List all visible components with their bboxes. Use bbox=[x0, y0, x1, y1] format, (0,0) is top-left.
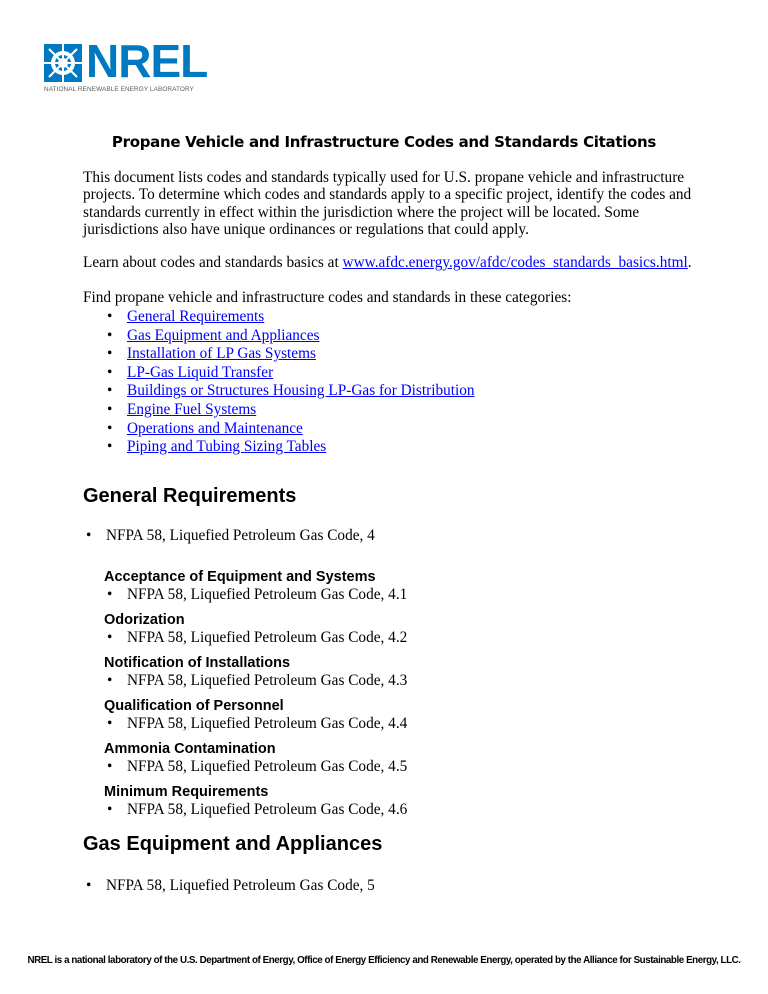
category-link-buildings[interactable]: Buildings or Structures Housing LP-Gas for Distribution bbox=[127, 382, 475, 400]
list-item bbox=[83, 364, 703, 383]
citation-item: • NFPA 58, Liquefied Petroleum Gas Code, 4.4 bbox=[104, 715, 407, 734]
subsection-heading: Odorization bbox=[104, 612, 185, 628]
subsection-heading: Qualification of Personnel bbox=[104, 698, 284, 714]
list-item bbox=[83, 345, 703, 364]
citation-list bbox=[104, 801, 407, 820]
citation-list bbox=[104, 672, 407, 691]
category-link-operations[interactable]: Operations and Maintenance bbox=[127, 419, 303, 437]
section-heading: General Requirements bbox=[83, 485, 297, 507]
category-link-installation[interactable]: Installation of LP Gas Systems bbox=[127, 345, 316, 363]
find-paragraph: Find propane vehicle and infrastructure codes and standards in these categories: bbox=[83, 289, 572, 306]
list-item bbox=[83, 308, 703, 327]
learn-paragraph bbox=[83, 254, 703, 271]
citation-list bbox=[104, 629, 407, 648]
category-list bbox=[83, 308, 703, 457]
nrel-sun-icon bbox=[44, 44, 82, 82]
citation-list bbox=[104, 586, 407, 605]
citation-item: • NFPA 58, Liquefied Petroleum Gas Code, 4.5 bbox=[104, 758, 407, 777]
citation-list bbox=[104, 715, 407, 734]
list-item bbox=[83, 327, 703, 346]
logo-subtitle: NATIONAL RENEWABLE ENERGY LABORATORY bbox=[44, 86, 194, 93]
subsection-heading: Acceptance of Equipment and Systems bbox=[104, 569, 376, 585]
subsection-heading: Minimum Requirements bbox=[104, 784, 269, 800]
intro-paragraph: This document lists codes and standards typically used for U.S. propane vehicle and infrastructure projects. To determine which codes and standards apply to a specific project, identify the codes and standards currently in effect within the jurisdiction where the project will be located. Some jurisdictions also have unique ordinances or regulations that could apply. bbox=[83, 169, 692, 238]
category-link-piping[interactable]: Piping and Tubing Sizing Tables bbox=[127, 438, 327, 456]
category-link-engine-fuel[interactable]: Engine Fuel Systems bbox=[127, 400, 257, 418]
citation-item: • NFPA 58, Liquefied Petroleum Gas Code, 4.2 bbox=[104, 629, 407, 648]
citation-item: • NFPA 58, Liquefied Petroleum Gas Code, 4.1 bbox=[104, 586, 407, 605]
list-item bbox=[83, 420, 703, 439]
list-item bbox=[83, 438, 703, 457]
citation-list bbox=[83, 877, 375, 896]
learn-prefix: Learn about codes and standards basics at bbox=[83, 254, 343, 271]
section-heading: Gas Equipment and Appliances bbox=[83, 833, 383, 855]
logo-wordmark: NREL bbox=[86, 35, 208, 87]
subsection-heading: Notification of Installations bbox=[104, 655, 291, 671]
citation-item: • NFPA 58, Liquefied Petroleum Gas Code, 4.6 bbox=[104, 801, 407, 820]
category-link-general[interactable]: General Requirements bbox=[127, 308, 265, 325]
nrel-logo bbox=[44, 35, 226, 96]
list-item bbox=[83, 401, 703, 420]
category-link-gas-equipment[interactable]: Gas Equipment and Appliances bbox=[127, 326, 320, 344]
basics-link[interactable]: www.afdc.energy.gov/afdc/codes_standards_basics.html bbox=[342, 254, 688, 271]
citation-item: • NFPA 58, Liquefied Petroleum Gas Code, 5 bbox=[83, 877, 375, 896]
learn-suffix: . bbox=[687, 254, 692, 271]
citation-item: • NFPA 58, Liquefied Petroleum Gas Code, 4.3 bbox=[104, 672, 407, 691]
category-link-liquid-transfer[interactable]: LP-Gas Liquid Transfer bbox=[127, 363, 274, 381]
document-title: Propane Vehicle and Infrastructure Codes and Standards Citations bbox=[111, 133, 657, 151]
citation-item: • NFPA 58, Liquefied Petroleum Gas Code, 4 bbox=[83, 527, 375, 546]
citation-list bbox=[104, 758, 407, 777]
footer-text: NREL is a national laboratory of the U.S. Department of Energy, Office of Energy Efficiency and Renewable Energy, operated by the Alliance for Sustainable Energy, LLC. bbox=[27, 954, 741, 966]
subsection-heading: Ammonia Contamination bbox=[104, 741, 276, 757]
citation-list bbox=[83, 527, 375, 546]
list-item bbox=[83, 382, 703, 401]
